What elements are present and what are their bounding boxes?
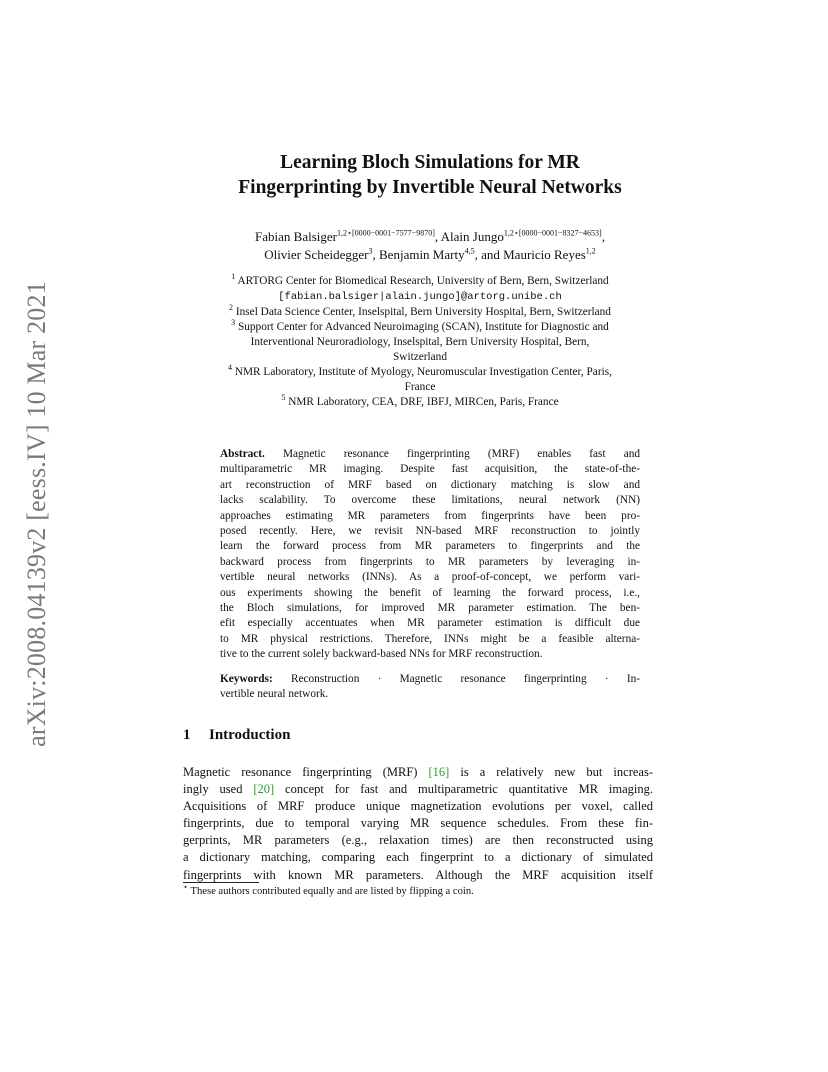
author-sup: 1,2⋆[0000−0001−8327−4653] — [503, 228, 602, 238]
author-sup: 1,2⋆[0000−0001−7577−9870] — [336, 228, 435, 238]
affiliations — [175, 274, 665, 410]
paper-title — [150, 150, 710, 200]
body-text: ingly used — [183, 782, 254, 797]
intro-paragraph — [183, 764, 653, 884]
author-line-1 — [150, 228, 710, 246]
section-number: 1 — [183, 727, 191, 743]
author-name: , Alain Jungo — [434, 229, 504, 244]
affiliation-3-cont: Switzerland — [393, 351, 447, 363]
affiliation-5 — [175, 395, 665, 410]
abstract-label: Abstract. — [220, 448, 265, 460]
author-line-2 — [150, 246, 710, 264]
affiliation-number: 1 — [231, 272, 236, 282]
abstract-line: lacks scalability. To overcome these limitations, neural network (NN) — [220, 494, 640, 507]
keywords-label: Keywords: — [220, 673, 273, 685]
author-list — [150, 228, 710, 264]
author-separator: , — [601, 229, 605, 244]
arxiv-sidebar-identifier — [22, 281, 52, 747]
author-sup: 3 — [368, 246, 373, 256]
author-sup: 4,5 — [464, 246, 475, 256]
abstract-line: multiparametric MR imaging. Despite fast acquisition, the state-of-the- — [220, 463, 640, 476]
affiliation-text: NMR Laboratory, CEA, DRF, IBFJ, MIRCen, Paris, France — [285, 396, 559, 408]
abstract-line: backward process from fingerprints to MR parameters by leveraging in- — [220, 555, 640, 568]
abstract-line: efit especially accentuates when MR parameter estimation is difficult due — [220, 617, 640, 630]
abstract-line — [220, 447, 640, 462]
citation-link[interactable]: [20] — [253, 782, 275, 797]
keywords-line: vertible neural network. — [220, 688, 329, 701]
keywords-line — [220, 672, 640, 687]
keywords-text: Reconstruction · Magnetic resonance fingerprinting · In- — [272, 673, 640, 685]
footnote-mark: ⋆ — [183, 882, 189, 892]
section-title: Introduction — [209, 727, 291, 743]
body-text: is a relatively new but increas- — [449, 765, 653, 779]
title-line-1: Learning Bloch Simulations for MR — [280, 152, 580, 173]
affiliation-3 — [175, 320, 665, 335]
footnote-text: These authors contributed equally and are listed by flipping a coin. — [188, 886, 474, 897]
affiliation-3-cont: Interventional Neuroradiology, Inselspital, Bern University Hospital, Bern, — [250, 336, 590, 348]
citation-link[interactable]: [16] — [428, 765, 450, 779]
body-line: fingerprints, due to temporal varying MR sequence schedules. From these fin- — [183, 816, 653, 831]
body-line — [183, 781, 653, 798]
affiliation-text: NMR Laboratory, Institute of Myology, Neuromuscular Investigation Center, Paris, — [232, 366, 612, 378]
body-text: Magnetic resonance fingerprinting (MRF) — [183, 765, 429, 779]
arxiv-id-text: arXiv:2008.04139v2 [eess.IV] 10 Mar 2021 — [22, 281, 51, 747]
title-line-2: Fingerprinting by Invertible Neural Networks — [238, 177, 622, 198]
abstract-line: approaches estimating MR parameters from fingerprints have been pro- — [220, 509, 640, 522]
author-name: Fabian Balsiger — [255, 229, 337, 244]
affiliation-number: 2 — [229, 303, 234, 313]
affiliation-4-cont: France — [404, 381, 436, 393]
affiliation-number: 3 — [231, 318, 236, 328]
affiliation-2 — [175, 305, 665, 320]
abstract-text: Magnetic resonance fingerprinting (MRF) enables fast and — [264, 448, 640, 460]
section-heading — [183, 727, 290, 744]
body-text: concept for fast and multiparametric quantitative MR imaging. — [274, 782, 654, 797]
abstract-line: vertible neural networks (INNs). As a proof-of-concept, we perform vari- — [220, 571, 640, 584]
author-name: , Benjamin Marty — [372, 247, 465, 262]
abstract-line: ous experiments showing the benefit of learning the forward process, i.e., — [220, 586, 640, 599]
affiliation-4 — [175, 365, 665, 380]
affiliation-number: 5 — [281, 393, 286, 403]
body-line: Acquisitions of MRF produce unique magnetization evolutions per voxel, called — [183, 799, 653, 814]
keywords — [220, 672, 640, 703]
author-sup: 1,2 — [585, 246, 596, 256]
footnote — [183, 882, 474, 897]
abstract-line: art reconstruction of MRF based on dictionary matching is slow and — [220, 478, 640, 491]
author-name: Olivier Scheidegger — [264, 247, 369, 262]
body-line: gerprints, MR parameters (e.g., relaxation times) are then reconstructed using — [183, 833, 653, 848]
abstract-line: the Bloch simulations, for improved MR parameter estimation. The ben- — [220, 601, 640, 614]
author-name: , and Mauricio Reyes — [474, 247, 586, 262]
footnote-rule — [183, 882, 259, 883]
abstract-line: learn the forward process from MR parameters to fingerprints and the — [220, 540, 640, 553]
affiliation-text: Insel Data Science Center, Inselspital, Bern University Hospital, Bern, Switzerland — [233, 306, 611, 318]
affiliation-text: ARTORG Center for Biomedical Research, University of Bern, Bern, Switzerland — [235, 275, 609, 287]
affiliation-text: Support Center for Advanced Neuroimaging (SCAN), Institute for Diagnostic and — [235, 321, 609, 333]
email-text: [fabian.balsiger|alain.jungo]@artorg.unibe.ch — [278, 291, 562, 303]
affiliation-email — [175, 289, 665, 305]
abstract-line: posed recently. Here, we revisit NN-based MRF reconstruction to jointly — [220, 524, 640, 537]
body-line: a dictionary matching, comparing each fingerprint to a dictionary of simulated — [183, 850, 653, 865]
body-line — [183, 764, 653, 781]
abstract-line: to MR physical restrictions. Therefore, INNs might be a feasible alterna- — [220, 632, 640, 645]
body-line: fingerprints with known MR parameters. Although the MRF acquisition itself — [183, 867, 653, 882]
abstract-line: tive to the current solely backward-based NNs for MRF reconstruction. — [220, 648, 543, 661]
abstract — [220, 447, 640, 662]
affiliation-number: 4 — [228, 363, 233, 373]
affiliation-1 — [175, 274, 665, 289]
